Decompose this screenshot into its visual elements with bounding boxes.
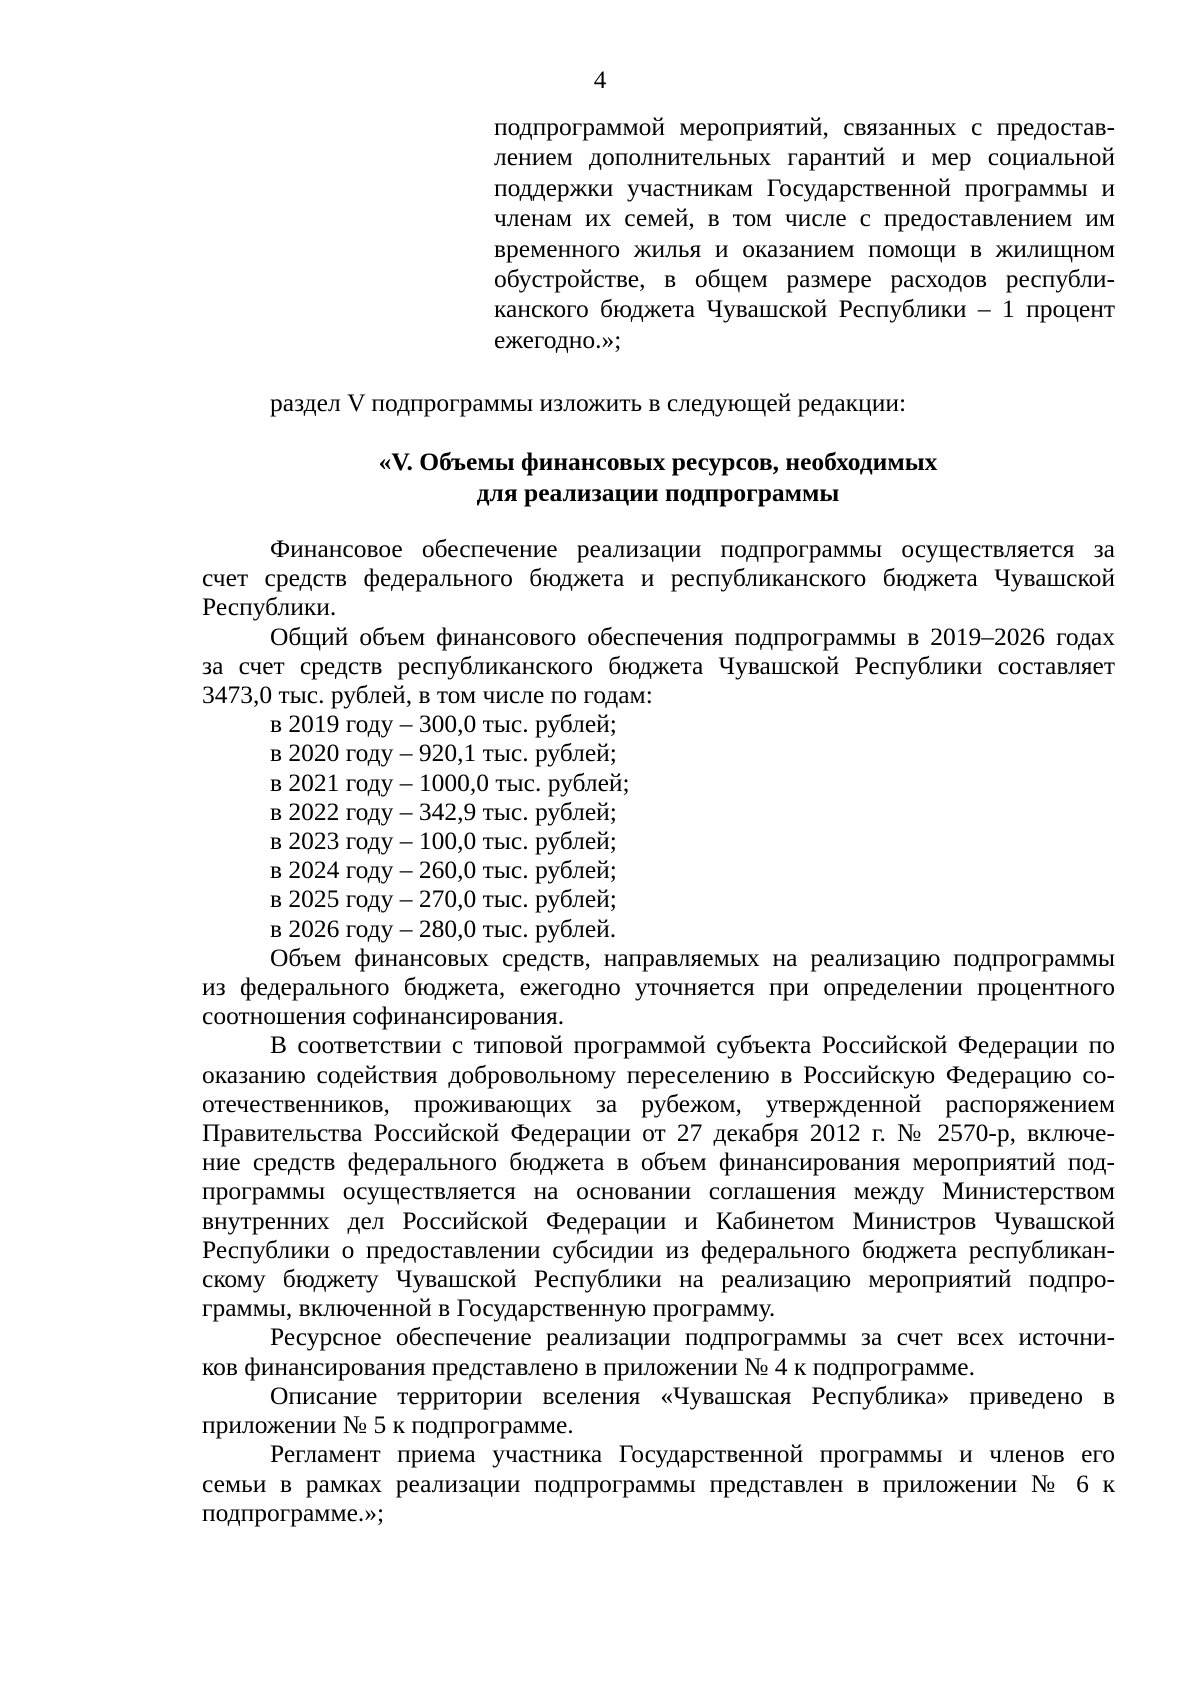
list-item: в 2025 году – 270,0 тыс. рублей; xyxy=(270,884,617,914)
text-line: из федерального бюджета, ежегодно уточняется при определении процентного xyxy=(202,972,1115,1002)
text-line: граммы, включенной в Государственную программу. xyxy=(202,1293,776,1323)
text-line: за счет средств республиканского бюджета Чувашской Республики составляет xyxy=(202,650,1115,680)
body-text xyxy=(202,534,1115,1527)
text-line: соотношения софинансирования. xyxy=(202,1001,565,1031)
text-line: подпрограммой мероприятий, связанных с предостав- xyxy=(494,112,1115,141)
text-line: семьи в рамках реализации подпрограммы представлен в приложении № 6 к xyxy=(202,1468,1115,1498)
yearly-amounts-list xyxy=(202,709,1115,943)
list-item: в 2026 году – 280,0 тыс. рублей. xyxy=(270,913,617,943)
paragraph-territory xyxy=(202,1381,1115,1439)
text-line: внутренних дел Российской Федерации и Кабинетом Министров Чувашской xyxy=(202,1205,1115,1235)
list-item: в 2021 году – 1000,0 тыс. рублей; xyxy=(270,767,630,797)
heading-line: «V. Объемы финансовых ресурсов, необходимых xyxy=(378,447,938,476)
top-text-block xyxy=(494,112,1115,355)
paragraph-financing-sources xyxy=(202,534,1115,622)
paragraph-reception-rules xyxy=(202,1439,1115,1527)
paragraph-total-volume xyxy=(202,622,1115,710)
text-line: канского бюджета Чувашской Республики – 1 процент xyxy=(494,294,1115,324)
heading-line: для реализации подпрограммы xyxy=(476,478,840,507)
text-line: Общий объем финансового обеспечения подпрограммы в 2019–2026 годах xyxy=(270,621,1115,651)
list-item: в 2024 году – 260,0 тыс. рублей; xyxy=(270,855,617,885)
text-line: Описание территории вселения «Чувашская Республика» приведено в xyxy=(270,1380,1115,1410)
text-line: Финансовое обеспечение реализации подпрограммы осуществляется за xyxy=(270,534,1115,563)
text-line: Республики. xyxy=(202,592,337,622)
text-line: отечественников, проживающих за рубежом, утвержденной распоряжением xyxy=(202,1088,1115,1118)
text-line: Регламент приема участника Государственной программы и членов его xyxy=(270,1439,1115,1469)
text-line: временного жилья и оказанием помощи в жилищном xyxy=(494,233,1115,263)
list-item: в 2022 году – 342,9 тыс. рублей; xyxy=(270,796,617,826)
list-item: в 2019 году – 300,0 тыс. рублей; xyxy=(270,709,617,739)
text-line: ние средств федерального бюджета в объем финансирования мероприятий под- xyxy=(202,1147,1115,1177)
list-item: в 2020 году – 920,1 тыс. рублей; xyxy=(270,738,617,768)
text-line: ежегодно.»; xyxy=(494,324,622,354)
text-line: Объем финансовых средств, направляемых на реализацию подпрограммы xyxy=(270,942,1115,972)
text-line: оказанию содействия добровольному переселению в Российскую Федерацию со- xyxy=(202,1059,1115,1089)
text-line: приложении № 5 к подпрограмме. xyxy=(202,1410,574,1440)
page-number: 4 xyxy=(593,67,607,94)
paragraph-typical-program xyxy=(202,1030,1115,1322)
text-line: программы осуществляется на основании соглашения между Министерством xyxy=(202,1176,1115,1206)
text-line: счет средств федерального бюджета и республиканского бюджета Чувашской xyxy=(202,563,1115,593)
text-line: поддержки участникам Государственной программы и xyxy=(494,172,1115,202)
text-line: подпрограмме.»; xyxy=(202,1497,385,1527)
text-line: 3473,0 тыс. рублей, в том числе по годам: xyxy=(202,680,653,710)
paragraph-federal-funds xyxy=(202,943,1115,1031)
section-heading xyxy=(0,446,1200,508)
text-line: обустройстве, в общем размере расходов республи- xyxy=(494,264,1115,294)
paragraph-resource-support xyxy=(202,1322,1115,1380)
list-item: в 2023 году – 100,0 тыс. рублей; xyxy=(270,826,617,856)
text-line: В соответствии с типовой программой субъекта Российской Федерации по xyxy=(270,1030,1115,1060)
text-line: ков финансирования представлено в приложении № 4 к подпрограмме. xyxy=(202,1351,975,1381)
text-line: Республики о предоставлении субсидии из федерального бюджета республикан- xyxy=(202,1234,1115,1264)
text-line: Ресурсное обеспечение реализации подпрограммы за счет всех источни- xyxy=(270,1322,1115,1352)
text-line: членам их семей, в том числе с предоставлением им xyxy=(494,203,1115,233)
text-line: скому бюджету Чувашской Республики на реализацию мероприятий подпро- xyxy=(202,1264,1115,1294)
text-line: Правительства Российской Федерации от 27 декабря 2012 г. № 2570-р, включе- xyxy=(202,1118,1115,1148)
text-line: лением дополнительных гарантий и мер социальной xyxy=(494,142,1115,172)
intro-line: раздел V подпрограммы изложить в следующей редакции: xyxy=(270,388,907,417)
